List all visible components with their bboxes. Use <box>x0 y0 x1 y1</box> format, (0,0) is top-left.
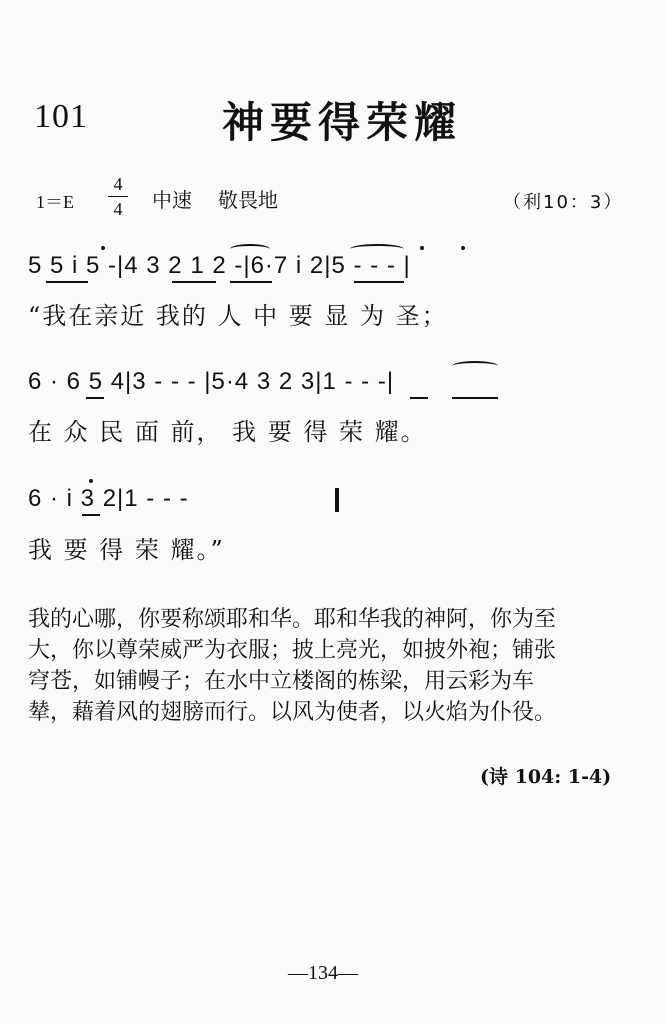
key-signature: 1＝E <box>36 192 74 212</box>
beam-line-2a <box>86 397 104 399</box>
slur-line-2 <box>452 361 498 371</box>
slur-line-1a <box>230 244 270 254</box>
score-notes-line-2: 6 · 6 5 4|3 - - - |5·4 3 2 3|1 - - -| <box>28 368 395 395</box>
slur-line-1b <box>350 244 404 254</box>
tempo-marking: 中速 <box>152 188 192 212</box>
lyrics-line-3: 我 要 得 荣 耀。” <box>28 536 225 564</box>
page-number: —134— <box>288 962 358 984</box>
beam-line-1c <box>230 281 272 283</box>
scripture-reference-bottom: (诗 104: 1-4) <box>480 766 612 788</box>
octave-dot-3 <box>89 479 93 483</box>
beam-line-2c <box>452 397 498 399</box>
scripture-passage <box>28 604 618 728</box>
lyrics-line-1: “我在亲近 我的 人 中 要 显 为 圣； <box>28 302 448 330</box>
octave-dot-1c <box>461 246 465 250</box>
octave-dot-1a <box>101 246 105 250</box>
lyrics-line-2: 在 众 民 面 前， 我 要 得 荣 耀。 <box>28 418 427 446</box>
score-notes-line-3: 6 · i 3 2|1 - - - <box>28 485 189 512</box>
beam-line-3 <box>82 514 100 516</box>
passage-line: 辇，藉着风的翅膀而行。以风为使者，以火焰为仆役。 <box>28 700 557 725</box>
passage-line: 我的心哪，你要称颂耶和华。耶和华我的神阿，你为至 <box>28 607 557 632</box>
scripture-reference-top: （利10：3） <box>503 192 624 213</box>
beam-line-1b <box>172 281 216 283</box>
hymn-title: 神要得荣耀 <box>222 98 463 147</box>
beam-line-1d <box>354 281 404 283</box>
final-barline <box>335 488 339 512</box>
beam-line-1a <box>46 281 88 283</box>
beam-line-2b <box>410 397 428 399</box>
passage-line: 大，你以尊荣威严为衣服；披上亮光，如披外袍；铺张 <box>28 638 557 663</box>
score-notes-line-1: 5 5 i 5 -|4 3 2 1 2 -|6·7 i 2|5 - - - | <box>28 252 411 279</box>
octave-dot-1b <box>420 246 424 250</box>
passage-line: 穹苍，如铺幔子；在水中立楼阁的栋梁，用云彩为车 <box>28 669 535 694</box>
time-signature-top: 4 <box>113 174 123 194</box>
hymn-number: 101 <box>34 98 88 135</box>
mood-marking: 敬畏地 <box>218 188 278 212</box>
time-signature-bottom: 4 <box>113 199 123 219</box>
time-signature <box>108 174 128 219</box>
